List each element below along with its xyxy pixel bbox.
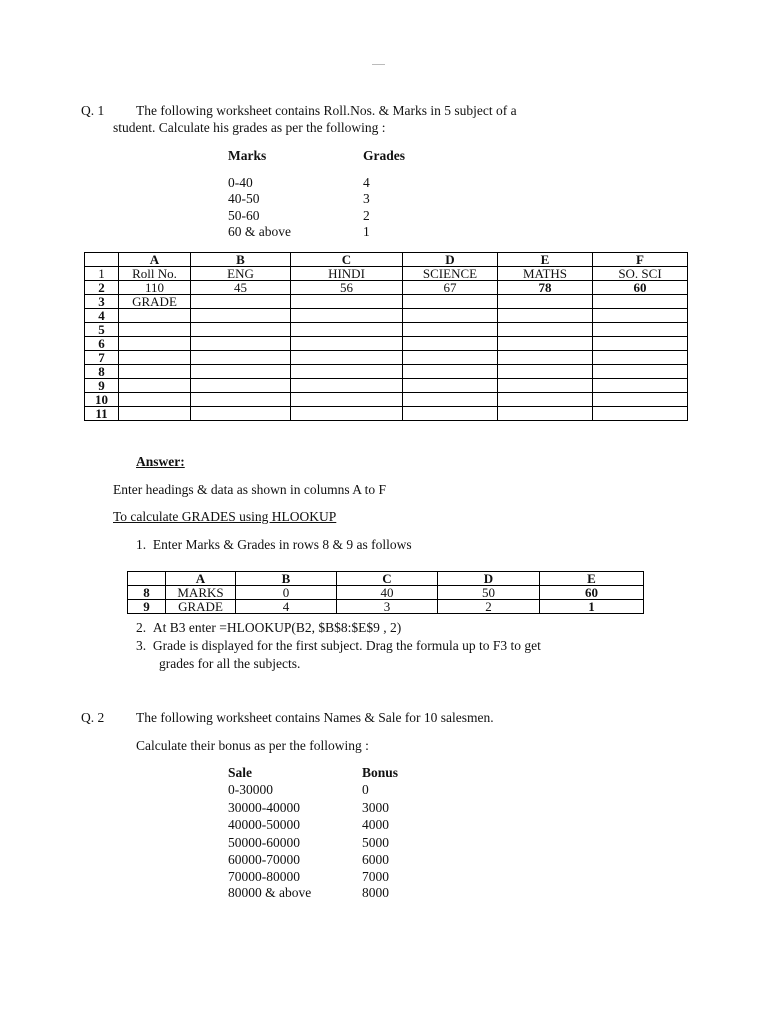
bonus-value: 4000: [362, 817, 389, 832]
bonus-sale: 50000-60000: [228, 835, 300, 850]
bonus-value: 7000: [362, 869, 389, 884]
grade-value: 4: [363, 175, 370, 190]
column-header: C: [337, 572, 438, 586]
cell: [498, 351, 593, 365]
bonus-sale: 60000-70000: [228, 852, 300, 867]
cell: [119, 393, 191, 407]
cell: [403, 379, 498, 393]
cell: [403, 393, 498, 407]
bonus-sale: 30000-40000: [228, 800, 300, 815]
answer-step3-continued: grades for all the subjects.: [159, 656, 301, 671]
cell: [403, 295, 498, 309]
cell: 56: [291, 281, 403, 295]
cell: SO. SCI: [593, 267, 688, 281]
cell: [593, 351, 688, 365]
cell: [119, 365, 191, 379]
row-number: 11: [85, 407, 119, 421]
table-row: [85, 295, 688, 309]
cell: 78: [498, 281, 593, 295]
marks-header: Marks: [228, 148, 267, 163]
table-row: [85, 281, 688, 295]
q1-line1: The following worksheet contains Roll.Nos. & Marks in 5 subject of a: [136, 103, 517, 118]
grade-value: 3: [363, 191, 370, 206]
cell: [191, 351, 291, 365]
sale-header: Sale: [228, 765, 253, 780]
cell: GRADE: [119, 295, 191, 309]
row-number: 9: [85, 379, 119, 393]
q2-line1: The following worksheet contains Names & Sale for 10 salesmen.: [136, 710, 494, 725]
answer-heading: Answer:: [136, 454, 185, 469]
bonus-value: 5000: [362, 835, 389, 850]
cell: 60: [593, 281, 688, 295]
column-header: C: [291, 253, 403, 267]
cell: [593, 337, 688, 351]
column-header: E: [498, 253, 593, 267]
cell: [191, 379, 291, 393]
cell: [191, 337, 291, 351]
cell: 67: [403, 281, 498, 295]
cell: 0: [236, 586, 337, 600]
grade-value: 1: [363, 224, 370, 239]
cell: [593, 309, 688, 323]
cell: [119, 323, 191, 337]
bonus-sale: 40000-50000: [228, 817, 300, 832]
cell: Roll No.: [119, 267, 191, 281]
cell: [593, 295, 688, 309]
column-header: D: [403, 253, 498, 267]
bonus-sale: 80000 & above: [228, 885, 312, 900]
cell: [403, 407, 498, 421]
cell: MATHS: [498, 267, 593, 281]
cell: [291, 407, 403, 421]
column-header-row: [128, 572, 644, 586]
cell: [291, 365, 403, 379]
cell: [291, 309, 403, 323]
cell: [498, 309, 593, 323]
bonus-value: 0: [362, 782, 369, 797]
bonus-value: 6000: [362, 852, 389, 867]
q1-number: Q. 1: [81, 103, 105, 118]
row-number: 6: [85, 337, 119, 351]
cell: [291, 295, 403, 309]
cell: [498, 295, 593, 309]
answer-line1: Enter headings & data as shown in columns A to F: [113, 482, 386, 497]
grade-marks: 50-60: [228, 208, 260, 223]
cell: [191, 365, 291, 379]
grade-marks: 60 & above: [228, 224, 291, 239]
row-number: 2: [85, 281, 119, 295]
column-header-row: [85, 253, 688, 267]
row-number: 9: [128, 600, 166, 614]
cell: [498, 323, 593, 337]
cell: [498, 407, 593, 421]
row-number: 8: [85, 365, 119, 379]
bonus-value: 8000: [362, 885, 389, 900]
cell: [403, 337, 498, 351]
cell: [498, 393, 593, 407]
cell: [191, 295, 291, 309]
cell: [498, 337, 593, 351]
q2-number: Q. 2: [81, 710, 105, 725]
cell: [593, 379, 688, 393]
cell: [191, 393, 291, 407]
cell: [593, 365, 688, 379]
bonus-sale: 0-30000: [228, 782, 273, 797]
row-number: 5: [85, 323, 119, 337]
column-header: F: [593, 253, 688, 267]
cell: 40: [337, 586, 438, 600]
cell: [191, 407, 291, 421]
table-row: [85, 407, 688, 421]
row-number: 1: [85, 267, 119, 281]
corner-cell: [85, 253, 119, 267]
q2-line2: Calculate their bonus as per the following :: [136, 738, 369, 753]
table-row: [85, 365, 688, 379]
column-header: B: [236, 572, 337, 586]
cell: SCIENCE: [403, 267, 498, 281]
grade-value: 2: [363, 208, 370, 223]
cell: [119, 351, 191, 365]
cell: 1: [540, 600, 644, 614]
bonus-sale: 70000-80000: [228, 869, 300, 884]
cell: 2: [438, 600, 540, 614]
cell: [403, 351, 498, 365]
cell: 60: [540, 586, 644, 600]
cell: [403, 323, 498, 337]
marks-worksheet-table: [84, 252, 688, 421]
table-row: [85, 393, 688, 407]
cell: 3: [337, 600, 438, 614]
column-header: A: [166, 572, 236, 586]
row-number: 7: [85, 351, 119, 365]
column-header: B: [191, 253, 291, 267]
corner-cell: [128, 572, 166, 586]
lookup-table: [127, 571, 644, 614]
bonus-header: Bonus: [362, 765, 399, 780]
cell: [403, 309, 498, 323]
cell: [291, 393, 403, 407]
table-row: [128, 600, 644, 614]
cell: [119, 379, 191, 393]
row-number: 3: [85, 295, 119, 309]
cell: 45: [191, 281, 291, 295]
answer-step2: 2. At B3 enter =HLOOKUP(B2, $B$8:$E$9 , 2): [136, 620, 402, 635]
answer-line2: To calculate GRADES using HLOOKUP: [113, 509, 337, 524]
q1-line2: student. Calculate his grades as per the following :: [113, 120, 386, 135]
cell: [291, 379, 403, 393]
cell: MARKS: [166, 586, 236, 600]
cell: [191, 323, 291, 337]
cell: GRADE: [166, 600, 236, 614]
column-header: E: [540, 572, 644, 586]
table-row: [128, 586, 644, 600]
cell: [119, 337, 191, 351]
cell: [191, 309, 291, 323]
column-header: D: [438, 572, 540, 586]
cell: [593, 323, 688, 337]
cell: [119, 309, 191, 323]
cell: HINDI: [291, 267, 403, 281]
cell: [291, 351, 403, 365]
table-row: [85, 337, 688, 351]
cell: 50: [438, 586, 540, 600]
cell: ENG: [191, 267, 291, 281]
row-number: 8: [128, 586, 166, 600]
cell: [291, 337, 403, 351]
cell: [498, 379, 593, 393]
column-header: A: [119, 253, 191, 267]
cell: [593, 407, 688, 421]
cell: [119, 407, 191, 421]
cell: [593, 393, 688, 407]
cell: 4: [236, 600, 337, 614]
grade-marks: 0-40: [228, 175, 253, 190]
grade-marks: 40-50: [228, 191, 260, 206]
cell: [291, 323, 403, 337]
answer-step1: 1. Enter Marks & Grades in rows 8 & 9 as follows: [136, 537, 412, 552]
answer-step3: 3. Grade is displayed for the first subject. Drag the formula up to F3 to get: [136, 638, 541, 653]
row-number: 10: [85, 393, 119, 407]
row-number: 4: [85, 309, 119, 323]
cell: 110: [119, 281, 191, 295]
table-row: [85, 351, 688, 365]
table-row: [85, 379, 688, 393]
page-header-mark: [372, 64, 385, 65]
cell: [403, 365, 498, 379]
table-row: [85, 323, 688, 337]
table-row: [85, 309, 688, 323]
cell: [498, 365, 593, 379]
grades-header: Grades: [363, 148, 405, 163]
bonus-value: 3000: [362, 800, 389, 815]
table-row: [85, 267, 688, 281]
